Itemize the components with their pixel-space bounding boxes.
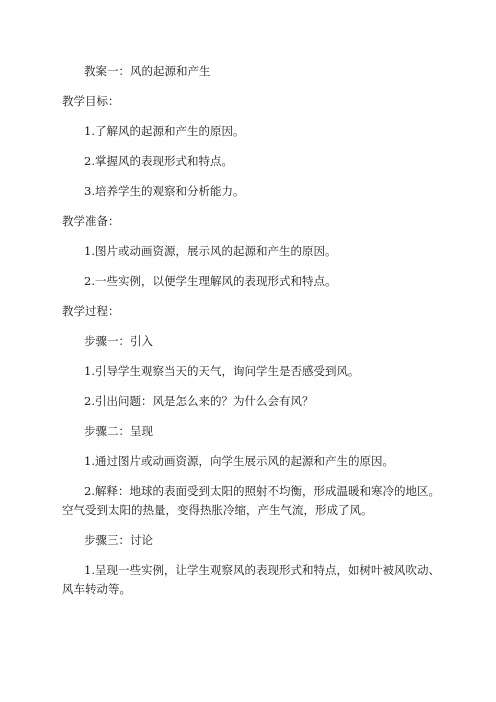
process-heading: 教学过程： — [62, 304, 120, 318]
document-page — [62, 62, 440, 599]
step2-heading: 步骤二：呈现 — [84, 424, 153, 438]
step2-item: 1.通过图片或动画资源，向学生展示风的起源和产生的原因。 — [84, 454, 394, 468]
goal-item: 2.掌握风的表现形式和特点。 — [84, 154, 233, 168]
prep-heading: 教学准备： — [62, 214, 120, 228]
goal-item: 1.了解风的起源和产生的原因。 — [84, 124, 245, 138]
prep-item: 2.一些实例，以便学生理解风的表现形式和特点。 — [84, 274, 337, 288]
step3-item-wrapped: 1.呈现一些实例，让学生观察风的表现形式和特点，如树叶被风吹动、风车转动等。 — [62, 563, 440, 596]
step1-item: 2.引出问题：风是怎么来的？为什么会有风？ — [84, 394, 314, 408]
step1-heading: 步骤一：引入 — [84, 334, 153, 348]
lesson-title: 教案一：风的起源和产生 — [84, 64, 211, 78]
goals-heading: 教学目标： — [62, 94, 120, 108]
step2-item-wrapped: 2.解释：地球的表面受到太阳的照射不均衡，形成温暖和寒冷的地区。空气受到太阳的热量，变得热胀冷缩，产生气流，形成了风。 — [62, 484, 440, 517]
step3-heading: 步骤三：讨论 — [84, 533, 153, 547]
step1-item: 1.引导学生观察当天的天气，询问学生是否感受到风。 — [84, 364, 360, 378]
goal-item: 3.培养学生的观察和分析能力。 — [84, 184, 245, 198]
prep-item: 1.图片或动画资源，展示风的起源和产生的原因。 — [84, 244, 337, 258]
